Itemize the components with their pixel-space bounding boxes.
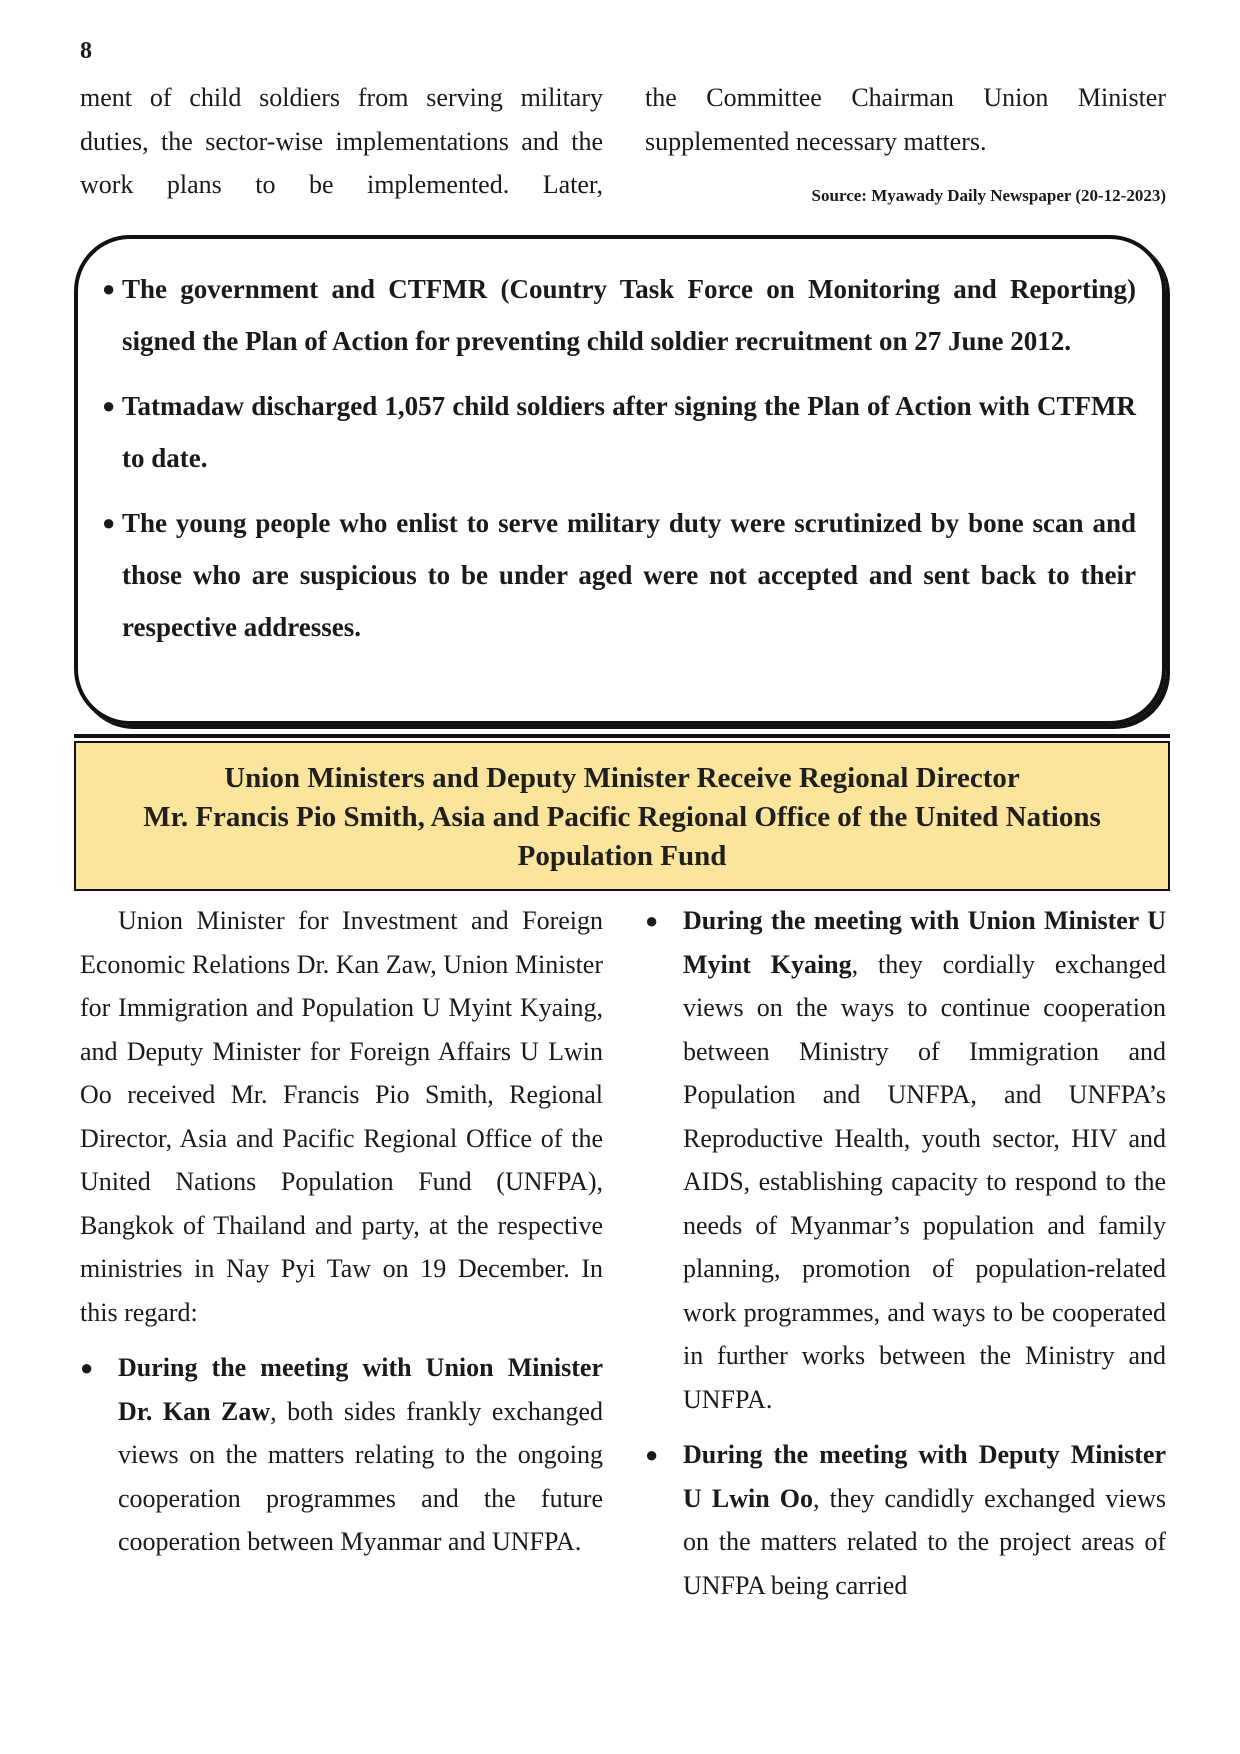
meeting-item [645, 899, 1166, 1421]
meeting-list [645, 899, 1166, 1607]
meeting-text: , they candidly exchanged views on the matters related to the project areas of UNFPA being carried [683, 1483, 1166, 1600]
divider [74, 734, 1170, 738]
highlight-item [7, 263, 1136, 367]
continued-paragraph-right [645, 76, 1166, 163]
continued-paragraph-left [80, 76, 603, 207]
highlight-list [102, 263, 1136, 666]
meeting-list [80, 1346, 603, 1564]
bullet-icon: ● [102, 510, 116, 535]
paragraph-text: ment of child soldiers from serving military duties, the sector-wise implementations and the work plans to be implemented. Later, [80, 83, 603, 199]
highlight-item [7, 380, 1136, 484]
highlight-box [74, 235, 1166, 725]
bullet-icon: ● [645, 1442, 659, 1467]
meeting-text: , they cordially exchanged views on the ways to continue cooperation between Ministry of Immigration and Population and UNFPA, and UNFPA’s Reproductive Health, youth sector, HIV and AIDS, establishing capacity to respond to the needs of Myanmar’s population and family planning, promotion of population-related work programmes, and ways to be cooperated in further works between the Ministry and UNFPA. [683, 949, 1166, 1414]
article-title [74, 741, 1170, 891]
page-number: 8 [80, 38, 92, 64]
highlight-text: The government and CTFMR (Country Task Force on Monitoring and Reporting) signed the Plan of Action for preventing child soldier recruitment on 27 June 2012. [122, 274, 1136, 356]
source-citation: Source: Myawady Daily Newspaper (20-12-2023) [811, 186, 1166, 205]
title-line: Union Ministers and Deputy Minister Receive Regional Director [224, 762, 1020, 794]
bullet-icon: ● [80, 1355, 94, 1380]
meeting-text: , both sides frankly exchanged views on the matters relating to the ongoing cooperation programmes and the future cooperation between Myanmar and UNFPA. [118, 1396, 604, 1556]
bullet-icon: ● [102, 276, 116, 301]
bullet-icon: ● [102, 393, 116, 418]
meeting-lead: During the meeting with Union Minister Dr. Kan Zaw [118, 1353, 603, 1426]
meeting-item [80, 1346, 603, 1564]
highlight-text: Tatmadaw discharged 1,057 child soldiers after signing the Plan of Action with CTFMR to date. [122, 391, 1136, 473]
meeting-lead: During the meeting with Union Minister U Myint Kyaing [683, 906, 1166, 979]
bullet-icon: ● [645, 908, 659, 933]
article-intro: Union Minister for Investment and Foreign Economic Relations Dr. Kan Zaw, Union Minister for Immigration and Population U Myint Kyaing, and Deputy Minister for Foreign Affairs U Lwin Oo received Mr. Francis Pio Smith, Regional Director, Asia and Pacific Regional Office of the United Nations Population Fund (UNFPA), Bangkok of Thailand and party, at the respective ministries in Nay Pyi Taw on 19 December. In this regard: [80, 906, 603, 1327]
title-line: Mr. Francis Pio Smith, Asia and Pacific Regional Office of the United Nations [143, 801, 1101, 833]
highlight-item [7, 497, 1136, 653]
title-line: Population Fund [517, 840, 727, 872]
highlight-text: The young people who enlist to serve military duty were scrutinized by bone scan and those who are suspicious to be under aged were not accepted and sent back to their respective addresses. [122, 508, 1136, 642]
meeting-lead: During the meeting with Deputy Minister U Lwin Oo [683, 1440, 1166, 1513]
article-column-right [645, 899, 1166, 1607]
paragraph-text: the Committee Chairman Union Minister supplemented necessary matters. [645, 83, 1166, 156]
article-column-left [80, 899, 603, 1564]
meeting-item [645, 1433, 1166, 1607]
